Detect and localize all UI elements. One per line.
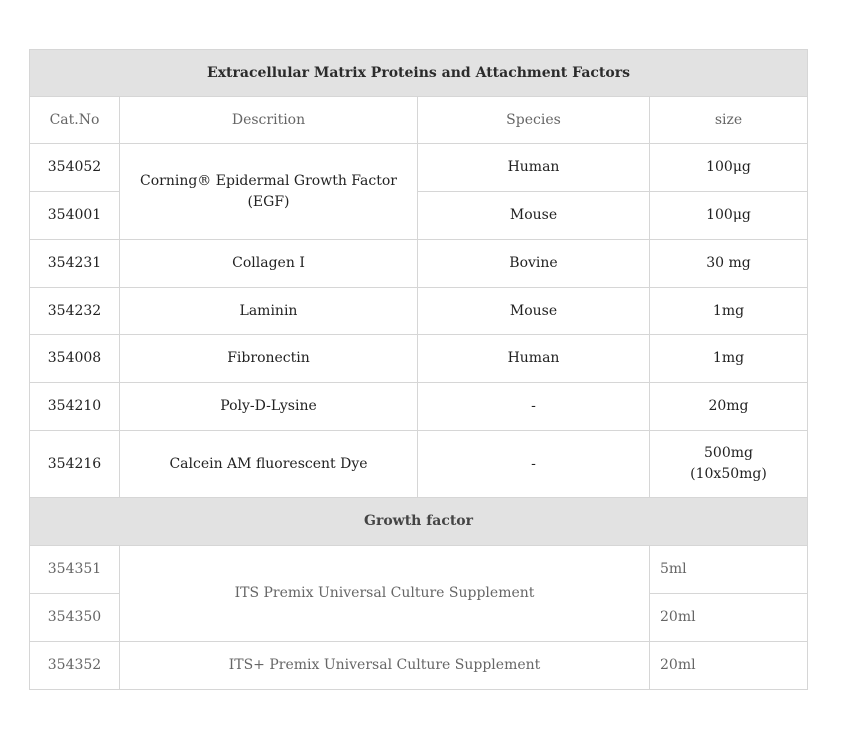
col-header-size: size bbox=[650, 97, 808, 144]
description-cell: Fibronectin bbox=[120, 335, 418, 383]
description-cell: ITS Premix Universal Culture Supplement bbox=[120, 546, 650, 642]
description-cell: Poly-D-Lysine bbox=[120, 383, 418, 431]
col-header-description: Descrition bbox=[120, 97, 418, 144]
size-cell: 1mg bbox=[650, 335, 808, 383]
table-row bbox=[30, 642, 808, 690]
size-cell: 20ml bbox=[650, 594, 808, 642]
size-cell: 20ml bbox=[650, 642, 808, 690]
table-row bbox=[30, 144, 808, 192]
table-row bbox=[30, 546, 808, 594]
description-cell: Collagen I bbox=[120, 240, 418, 288]
table-row bbox=[30, 431, 808, 498]
size-line: (10x50mg) bbox=[690, 466, 767, 482]
cat-no-cell: 354216 bbox=[30, 431, 120, 498]
section-header-row bbox=[30, 50, 808, 97]
size-cell: 30 mg bbox=[650, 240, 808, 288]
description-cell: ITS+ Premix Universal Culture Supplement bbox=[120, 642, 650, 690]
section-title-growth-factor: Growth factor bbox=[30, 498, 808, 546]
cat-no-cell: 354352 bbox=[30, 642, 120, 690]
species-cell: Bovine bbox=[418, 240, 650, 288]
species-cell: Mouse bbox=[418, 288, 650, 335]
size-cell: 100μg bbox=[650, 192, 808, 240]
cat-no-cell: 354001 bbox=[30, 192, 120, 240]
cat-no-cell: 354351 bbox=[30, 546, 120, 594]
col-header-cat-no: Cat.No bbox=[30, 97, 120, 144]
size-line: 500mg bbox=[704, 445, 753, 461]
column-header-row bbox=[30, 97, 808, 144]
product-table bbox=[29, 49, 808, 690]
description-cell: Corning® Epidermal Growth Factor (EGF) bbox=[120, 144, 418, 240]
size-cell: 100μg bbox=[650, 144, 808, 192]
species-cell: - bbox=[418, 383, 650, 431]
cat-no-cell: 354008 bbox=[30, 335, 120, 383]
species-cell: - bbox=[418, 431, 650, 498]
section-title-ecm: Extracellular Matrix Proteins and Attachment Factors bbox=[30, 50, 808, 97]
description-cell: Calcein AM fluorescent Dye bbox=[120, 431, 418, 498]
species-cell: Human bbox=[418, 335, 650, 383]
size-cell: 5ml bbox=[650, 546, 808, 594]
size-cell bbox=[650, 431, 808, 498]
size-cell: 1mg bbox=[650, 288, 808, 335]
cat-no-cell: 354231 bbox=[30, 240, 120, 288]
col-header-species: Species bbox=[418, 97, 650, 144]
cat-no-cell: 354350 bbox=[30, 594, 120, 642]
table-row bbox=[30, 240, 808, 288]
section-header-row bbox=[30, 498, 808, 546]
description-cell: Laminin bbox=[120, 288, 418, 335]
cat-no-cell: 354210 bbox=[30, 383, 120, 431]
table-row bbox=[30, 288, 808, 335]
cat-no-cell: 354052 bbox=[30, 144, 120, 192]
species-cell: Human bbox=[418, 144, 650, 192]
size-cell: 20mg bbox=[650, 383, 808, 431]
species-cell: Mouse bbox=[418, 192, 650, 240]
cat-no-cell: 354232 bbox=[30, 288, 120, 335]
table-row bbox=[30, 335, 808, 383]
table-row bbox=[30, 383, 808, 431]
